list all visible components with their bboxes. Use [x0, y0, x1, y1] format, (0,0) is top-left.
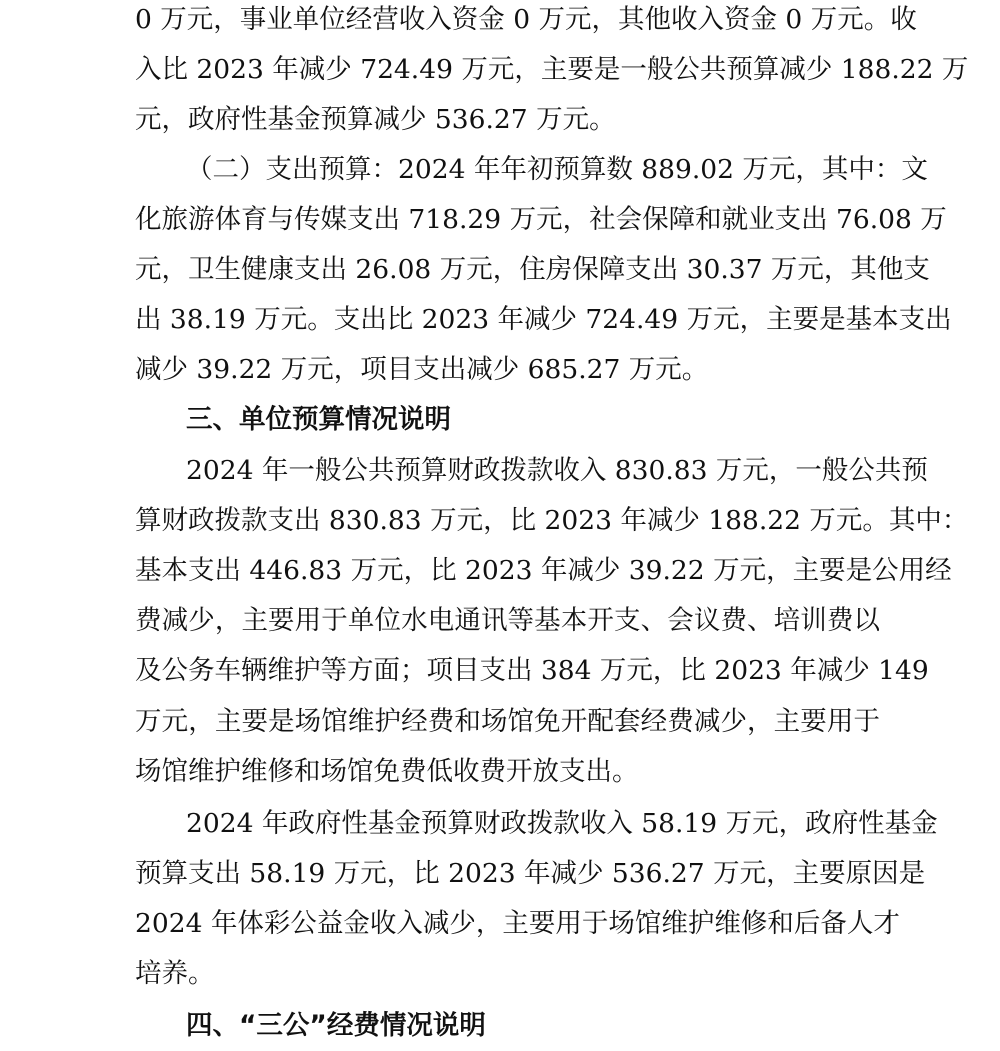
income-line-1: 0 万元，事业单位经营收入资金 0 万元，其他收入资金 0 万元。收: [135, 4, 917, 35]
fund-budget-line-4: 培养。: [135, 958, 215, 989]
expenditure-line-2: 化旅游体育与传媒支出 718.29 万元，社会保障和就业支出 76.08 万: [135, 204, 947, 235]
expenditure-line-4: 出 38.19 万元。支出比 2023 年减少 724.49 万元，主要是基本支出: [135, 304, 952, 335]
general-budget-line-7: 场馆维护维修和场馆免费低收费开放支出。: [135, 756, 639, 787]
general-budget-line-3: 基本支出 446.83 万元，比 2023 年减少 39.22 万元，主要是公用经: [135, 555, 952, 586]
expenditure-line-3: 元，卫生健康支出 26.08 万元，住房保障支出 30.37 万元，其他支: [135, 254, 930, 285]
income-line-2: 入比 2023 年减少 724.49 万元，主要是一般公共预算减少 188.22 万: [135, 54, 969, 85]
expenditure-line-5: 减少 39.22 万元，项目支出减少 685.27 万元。: [135, 354, 709, 385]
general-budget-line-1: 2024 年一般公共预算财政拨款收入 830.83 万元，一般公共预: [186, 455, 928, 486]
section-heading-3: 三、单位预算情况说明: [186, 404, 451, 435]
income-line-3: 元，政府性基金预算减少 536.27 万元。: [135, 104, 616, 135]
fund-budget-line-3: 2024 年体彩公益金收入减少，主要用于场馆维护维修和后备人才: [135, 908, 900, 939]
expenditure-line-1: （二）支出预算：2024 年年初预算数 889.02 万元，其中：文: [186, 154, 928, 185]
section-heading-4: 四、“三公”经费情况说明: [186, 1010, 486, 1041]
fund-budget-line-1: 2024 年政府性基金预算财政拨款收入 58.19 万元，政府性基金: [186, 808, 938, 839]
general-budget-line-4: 费减少，主要用于单位水电通讯等基本开支、会议费、培训费以: [135, 605, 880, 636]
fund-budget-line-2: 预算支出 58.19 万元，比 2023 年减少 536.27 万元，主要原因是: [135, 858, 926, 889]
general-budget-line-2: 算财政拨款支出 830.83 万元，比 2023 年减少 188.22 万元。其中：: [135, 505, 969, 536]
general-budget-line-6: 万元，主要是场馆维护经费和场馆免开配套经费减少，主要用于: [135, 706, 880, 737]
general-budget-line-5: 及公务车辆维护等方面；项目支出 384 万元，比 2023 年减少 149: [135, 655, 929, 686]
